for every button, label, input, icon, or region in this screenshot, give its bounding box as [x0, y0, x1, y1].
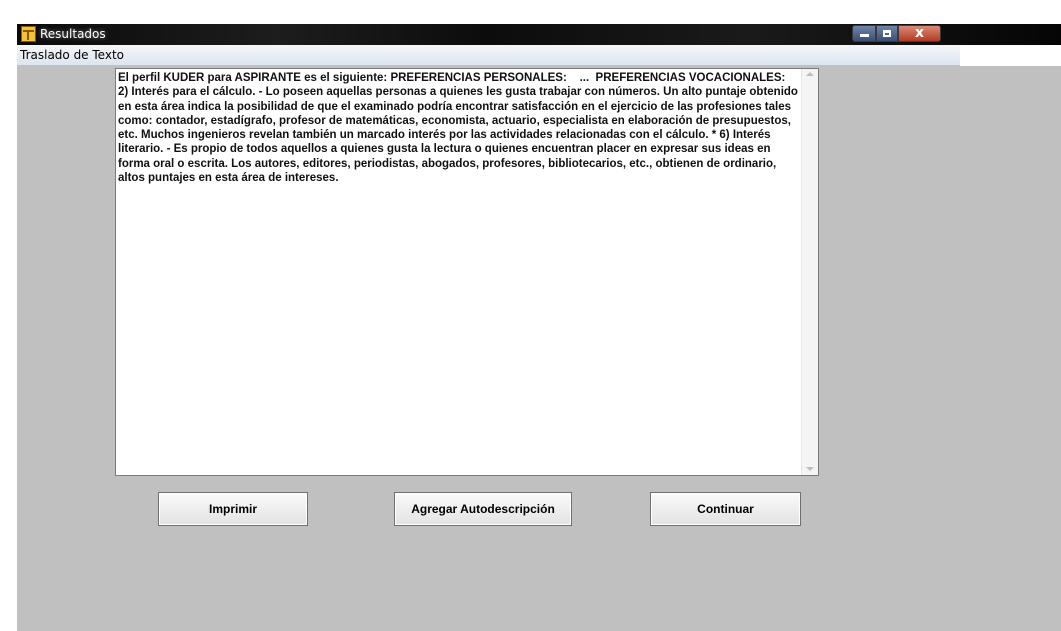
vertical-scrollbar[interactable] [801, 69, 818, 475]
results-text[interactable]: El perfil KUDER para ASPIRANTE es el siguiente: PREFERENCIAS PERSONALES: ... PREFERENCIAS VOCACIONALES: 2) Interés para el cálculo. - Lo poseen aquellas personas a quienes les gusta trabajar con números. Un alto puntaje obtenido en esta área indica la posibilidad de que el examinado podría encontrar satisfacción en el ejercicio de las profesiones tales como: contador, estadígrafo, profesor de matemáticas, economista, actuario, especialista en elaboración de presupuestos, etc. Muchos ingenieros revelan también un marcado interés por las actividades relacionadas con el cálculo. * 6) Interés literario. - Es propio de todos aquellos a quienes gusta la lectura o quienes encuentran placer en expresar sus ideas en forma oral o escrita. Los autores, editores, periodistas, abogados, profesores, bibliotecarios, etc., obtienen de ordinario, altos puntajes en esta área de intereses. [118, 72, 802, 185]
scroll-down-arrow-icon[interactable] [806, 467, 814, 471]
results-text-area[interactable] [115, 68, 819, 476]
close-icon: x [914, 25, 925, 41]
menu-item-traslado-de-texto[interactable]: Traslado de Texto [20, 48, 124, 62]
maximize-button[interactable] [876, 25, 898, 42]
minimize-icon [860, 34, 869, 37]
scroll-up-arrow-icon[interactable] [806, 72, 814, 76]
agregar-autodescripcion-button[interactable]: Agregar Autodescripción [394, 492, 572, 526]
window-title: Resultados [40, 27, 106, 41]
imprimir-button[interactable]: Imprimir [158, 492, 308, 526]
minimize-button[interactable] [852, 25, 876, 42]
continuar-button[interactable]: Continuar [650, 492, 801, 526]
menu-bar [17, 45, 960, 66]
window-titlebar[interactable] [17, 24, 1061, 45]
table-icon [21, 26, 36, 42]
close-button[interactable] [898, 25, 941, 42]
window-client-area [17, 66, 1061, 631]
restore-icon [883, 30, 891, 37]
